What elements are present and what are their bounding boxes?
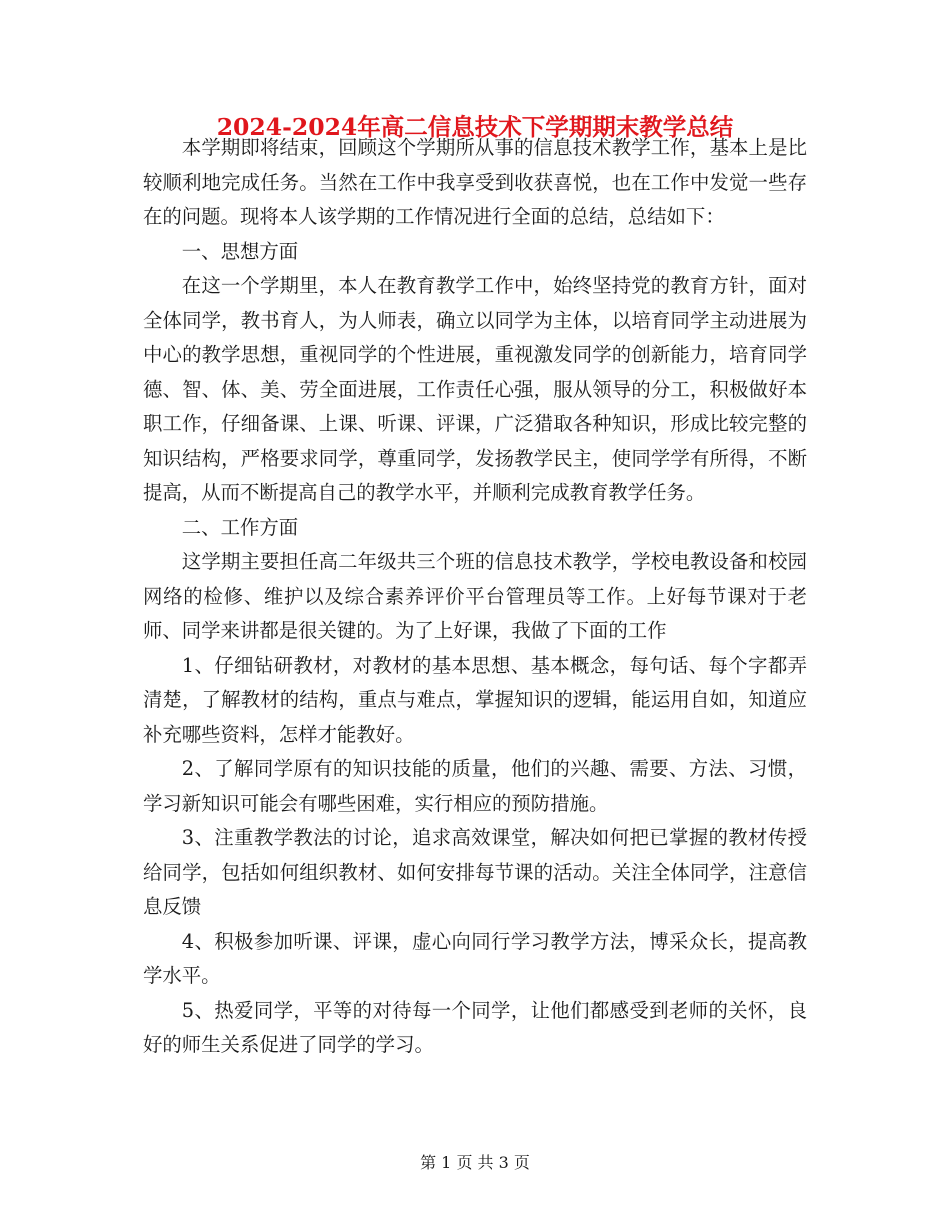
list-item-2: 2、了解同学原有的知识技能的质量，他们的兴趣、需要、方法、习惯，学习新知识可能会有哪些困难，实行相应的预防措施。: [143, 757, 807, 815]
paragraph-thought: 在这一个学期里，本人在教育教学工作中，始终坚持党的教育方针，面对全体同学，教书育人，为人师表，确立以同学为主体，以培育同学主动进展为中心的教学思想，重视同学的个性进展，重视激发同学的创新能力，培育同学德、智、体、美、劳全面进展，工作责任心强，服从领导的分工，积极做好本职工作，仔细备课、上课、听课、评课，广泛猎取各种知识，形成比较完整的知识结构，严格要求同学，尊重同学，发扬教学民主，使同学学有所得，不断提高，从而不断提高自己的教学水平，并顺利完成教育教学任务。: [143, 274, 807, 504]
page-footer: 第 1 页 共 3 页: [420, 1153, 530, 1172]
list-item-1: 1、仔细钻研教材，对教材的基本思想、基本概念，每句话、每个字都弄清楚，了解教材的结构，重点与难点，掌握知识的逻辑，能运用自如，知道应补充哪些资料，怎样才能教好。: [143, 653, 807, 746]
paragraph-work: 这学期主要担任高二年级共三个班的信息技术教学，学校电教设备和校园网络的检修、维护以及综合素养评价平台管理员等工作。上好每节课对于老师、同学来讲都是很关键的。为了上好课，我做了下面的工作: [143, 550, 807, 642]
list-item-5: 5、热爱同学，平等的对待每一个同学，让他们都感受到老师的关怀，良好的师生关系促进了同学的学习。: [143, 998, 807, 1056]
document-body: [143, 131, 807, 1063]
document-title: 2024-2024年高二信息技术下学期期末教学总结: [216, 113, 734, 141]
section-heading-work: 二、工作方面: [181, 515, 299, 539]
list-item-4: 4、积极参加听课、评课，虚心向同行学习教学方法，博采众长，提高教学水平。: [143, 929, 807, 987]
section-heading-thought: 一、思想方面: [181, 239, 299, 263]
list-item-3: 3、注重教学教法的讨论，追求高效课堂，解决如何把已掌握的教材传授给同学，包括如何组织教材、如何安排每节课的活动。关注全体同学，注意信息反馈: [143, 826, 807, 918]
paragraph-intro: 本学期即将结束，回顾这个学期所从事的信息技术教学工作，基本上是比较顺利地完成任务。当然在工作中我享受到收获喜悦，也在工作中发觉一些存在的问题。现将本人该学期的工作情况进行全面的总结，总结如下：: [143, 136, 807, 228]
